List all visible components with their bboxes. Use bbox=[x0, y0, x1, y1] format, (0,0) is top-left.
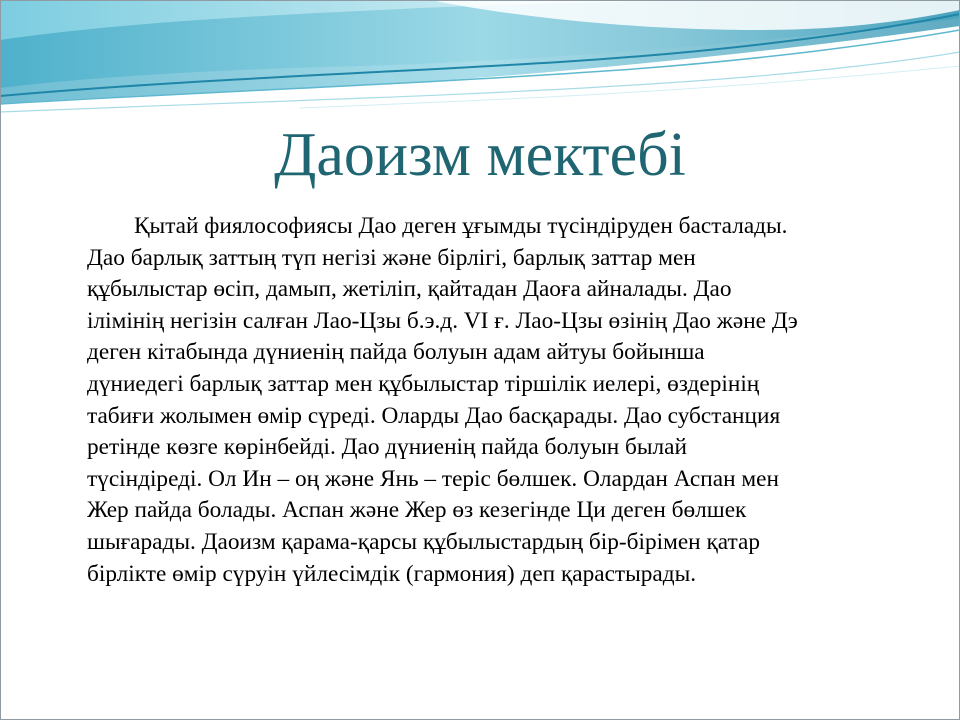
body-line: Қытай фиялософиясы Дао деген ұғымды түсіндіруден басталады. bbox=[134, 213, 788, 239]
body-line: табиғи жолымен өмір сүреді. Оларды Дао басқарады. Дао субстанция bbox=[87, 402, 781, 429]
body-line: ретінде көзге көрінбейді. Дао дүниенің пайда болуын былай bbox=[87, 434, 687, 461]
body-line: Дао барлық заттың түп негізі және бірлігі, барлық заттар мен bbox=[87, 244, 696, 271]
slide-title: Даоизм мектебі bbox=[274, 121, 686, 189]
body-line: құбылыстар өсіп, дамып, жетіліп, қайтадан Даоға айналады. Дао bbox=[87, 276, 732, 303]
body-line: түсіндіреді. Ол Ин – оң және Янь – теріс бөлшек. Олардан Аспан мен bbox=[87, 465, 779, 492]
body-line: шығарады. Даоизм қарама-қарсы құбылыстардың бір-бірімен қатар bbox=[87, 528, 760, 555]
body-line: Жер пайда болады. Аспан және Жер өз кезегінде Ци деген бөлшек bbox=[87, 497, 747, 524]
body-paragraph bbox=[87, 211, 902, 590]
body-line: деген кітабында дүниенің пайда болуын адам айтуы бойынша bbox=[87, 339, 705, 366]
body-line: бірлікте өмір сүруін үйлесімдік (гармония) деп қарастырады. bbox=[87, 560, 697, 587]
body-line: дүниедегі барлық заттар мен құбылыстар тіршілік иелері, өздерінің bbox=[87, 370, 760, 397]
body-line: ілімінің негізін салған Лао-Цзы б.э.д. VI ғ. Лао-Цзы өзінің Дао және Дэ bbox=[87, 307, 798, 334]
